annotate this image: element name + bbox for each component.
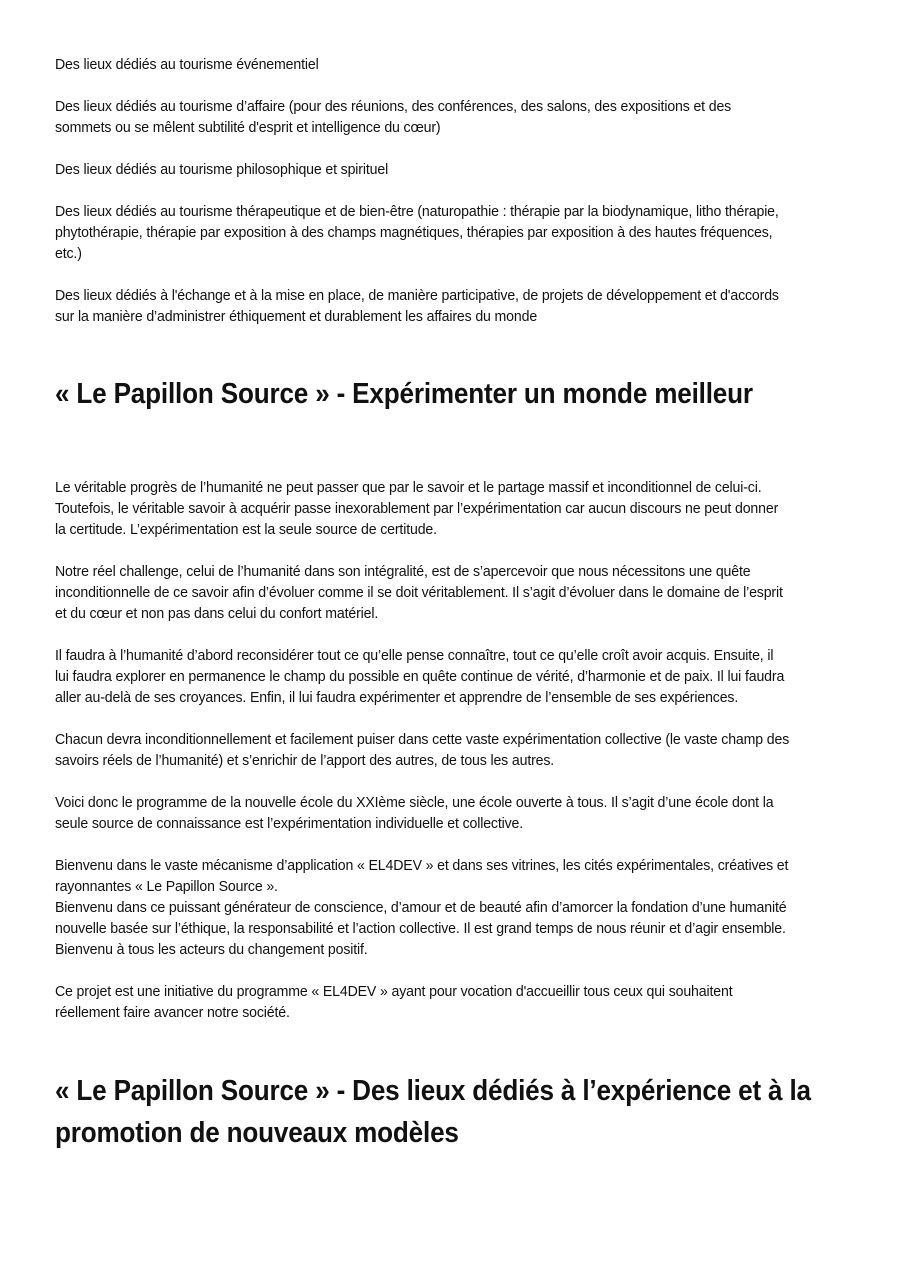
text-line: Ce projet est une initiative du programme « EL4DEV » ayant pour vocation d'accueillir tous ceux qui souhaitent	[55, 983, 733, 1000]
text-line: Bienvenu dans le vaste mécanisme d’application « EL4DEV » et dans ses vitrines, les cités expérimentales, créatives et	[55, 857, 789, 874]
text-line: Des lieux dédiés à l'échange et à la mise en place, de manière participative, de projets de développement et d'accords	[55, 287, 779, 304]
text-line: réellement faire avancer notre société.	[55, 1004, 290, 1021]
paragraph	[55, 96, 855, 138]
text-line: Notre réel challenge, celui de l’humanité dans son intégralité, est de s’apercevoir que nous nécessitons une quête	[55, 563, 751, 580]
document-page	[55, 54, 855, 1154]
paragraph	[55, 981, 855, 1023]
text-line: Toutefois, le véritable savoir à acquérir passe inexorablement par l’expérimentation car aucun discours ne peut donner	[55, 500, 779, 517]
text-line: rayonnantes « Le Papillon Source ».	[55, 878, 278, 895]
paragraph	[55, 201, 855, 264]
heading-line: « Le Papillon Source » - Des lieux dédiés à l’expérience et à la	[55, 1075, 811, 1107]
paragraph	[55, 855, 855, 960]
text-line: inconditionnelle de ce savoir afin d’évoluer comme il se doit véritablement. Il s’agit d’évoluer dans le domaine de l’esprit	[55, 584, 783, 601]
paragraph	[55, 645, 855, 708]
text-line: aller au-delà de ses croyances. Enfin, il lui faudra expérimenter et apprendre de l’ensemble de ses expériences.	[55, 689, 739, 706]
section-lieux-dedies	[55, 54, 855, 327]
heading-line: promotion de nouveaux modèles	[55, 1117, 459, 1149]
text-line: sur la manière d’administrer éthiquement et durablement les affaires du monde	[55, 308, 538, 325]
section-experimenter	[55, 477, 855, 1023]
text-line: Bienvenu dans ce puissant générateur de conscience, d’amour et de beauté afin d’amorcer la fondation d’une humanité	[55, 899, 787, 916]
paragraph	[55, 159, 855, 180]
text-line: Voici donc le programme de la nouvelle école du XXIème siècle, une école ouverte à tous. Il s’agit d’une école dont la	[55, 794, 774, 811]
text-line: phytothérapie, thérapie par exposition à des champs magnétiques, thérapies par exposition à des hautes fréquences,	[55, 224, 773, 241]
section-heading-lieux-dedies	[55, 1070, 856, 1154]
paragraph	[55, 792, 855, 834]
section-heading-experimenter	[55, 373, 856, 415]
text-line: Des lieux dédiés au tourisme philosophique et spirituel	[55, 161, 389, 178]
paragraph	[55, 561, 855, 624]
text-line: et du cœur et non pas dans celui du confort matériel.	[55, 605, 379, 622]
paragraph	[55, 477, 855, 540]
text-line: Le véritable progrès de l’humanité ne peut passer que par le savoir et le partage massif et inconditionnel de celui-ci.	[55, 479, 762, 496]
text-line: Des lieux dédiés au tourisme événementiel	[55, 56, 319, 73]
paragraph	[55, 54, 855, 75]
text-line: seule source de connaissance est l’expérimentation individuelle et collective.	[55, 815, 524, 832]
text-line: Il faudra à l’humanité d’abord reconsidérer tout ce qu’elle pense connaître, tout ce qu’elle croît avoir acquis. Ensuite, il	[55, 647, 774, 664]
text-line: Des lieux dédiés au tourisme thérapeutique et de bien-être (naturopathie : thérapie par la biodynamique, litho thérapie,	[55, 203, 779, 220]
text-line: Des lieux dédiés au tourisme d’affaire (pour des réunions, des conférences, des salons, des expositions et des	[55, 98, 732, 115]
paragraph	[55, 729, 855, 771]
text-line: sommets ou se mêlent subtilité d'esprit et intelligence du cœur)	[55, 119, 441, 136]
text-line: nouvelle basée sur l’éthique, la responsabilité et l’action collective. Il est grand temps de nous réunir et d’agir ensemble.	[55, 920, 786, 937]
heading-line: « Le Papillon Source » - Expérimenter un monde meilleur	[55, 378, 753, 410]
text-line: savoirs réels de l’humanité) et s’enrichir de l’apport des autres, de tous les autres.	[55, 752, 555, 769]
text-line: etc.)	[55, 245, 82, 262]
text-line: lui faudra explorer en permanence le champ du possible en quête continue de vérité, d’harmonie et de paix. Il lui faudra	[55, 668, 785, 685]
text-line: Chacun devra inconditionnellement et facilement puiser dans cette vaste expérimentation collective (le vaste champ des	[55, 731, 790, 748]
text-line: Bienvenu à tous les acteurs du changement positif.	[55, 941, 368, 958]
paragraph	[55, 285, 855, 327]
text-line: la certitude. L’expérimentation est la seule source de certitude.	[55, 521, 437, 538]
